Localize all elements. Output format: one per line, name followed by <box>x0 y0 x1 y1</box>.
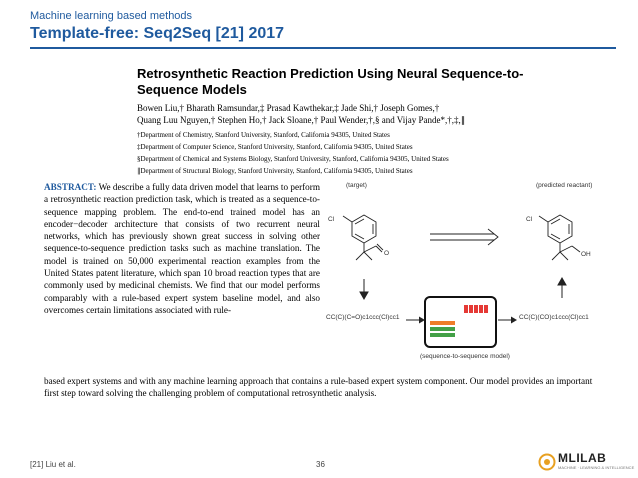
figure-drawing <box>322 180 607 368</box>
predicted-label: (predicted reactant) <box>536 182 593 189</box>
abstract-text: We describe a fully data driven model that learns to perform a retrosynthetic reaction prediction task, which is treated as a sequence-to-sequence mapping problem. The end-to-end trained model has an encoder−decoder architecture that consists of two recurrent neural networks, which has previously shown great success in solving other sequence-to-sequence prediction tasks such as machine translation. The model is trained on 50,000 experimental reaction examples from the United States patent literature, which span 10 broad reaction types that are commonly used by medicinal chemists. We find that our model performs comparably with a rule-based expert system baseline model, and also overcomes certain limitations associated with rule- <box>44 182 320 315</box>
mlilab-logo <box>538 451 635 474</box>
target-molecule <box>343 215 383 260</box>
paper-affiliations <box>137 129 537 177</box>
abstract-label: ABSTRACT: <box>44 182 97 192</box>
title-divider <box>30 47 616 49</box>
footer-citation: [21] Liu et al. <box>30 460 76 469</box>
logo-icon <box>538 453 556 471</box>
logo-tagline: MACHINE · LEARNING & INTELLIGENCE <box>558 465 635 470</box>
slide-subtitle: Machine learning based methods <box>30 10 193 22</box>
predicted-molecule <box>539 215 580 260</box>
affiliation-4: ∥Department of Structural Biology, Stanford University, Stanford, California 94305, United States <box>137 167 413 175</box>
atom-cl-left: Cl <box>328 216 335 223</box>
smiles-left: CC(C)(C=O)c1ccc(Cl)cc1 <box>326 314 400 321</box>
affiliation-1: †Department of Chemistry, Stanford University, Stanford, California 94305, United States <box>137 131 390 139</box>
authors-line-2: Quang Luu Nguyen,† Stephen Ho,† Jack Sloane,† Paul Wender,†,§ and Vijay Pande*,†,‡,∥ <box>137 115 466 125</box>
model-label: (sequence-to-sequence model) <box>420 353 510 360</box>
atom-oh: OH <box>581 251 591 258</box>
toc-figure <box>322 180 607 368</box>
retro-arrow <box>430 229 498 245</box>
abstract-body <box>44 181 320 316</box>
abstract-continued: based expert systems and with any machine learning approach that contains a rule-based expert system component. Our model provides an important first step toward solving the challenging problem of computational retrosynthetic analysis. <box>44 376 593 399</box>
paper-authors <box>137 102 527 126</box>
down-arrow <box>360 279 368 299</box>
up-arrow <box>558 278 566 298</box>
slide-title: Template-free: Seq2Seq [21] 2017 <box>30 25 285 42</box>
atom-cl-right: Cl <box>526 216 533 223</box>
smiles-right: CC(C)(CO)c1ccc(Cl)cc1 <box>519 314 589 321</box>
paper-title: Retrosynthetic Reaction Prediction Using Neural Sequence-to-Sequence Models <box>137 66 524 97</box>
affiliation-2: ‡Department of Computer Science, Stanford University, Stanford, California 94305, United States <box>137 143 413 151</box>
decoder-cells <box>464 305 488 313</box>
target-label: (target) <box>346 182 367 189</box>
affiliation-3: §Department of Chemical and Systems Biology, Stanford University, Stanford, California 94305, United States <box>137 155 449 163</box>
encoder-cells <box>430 321 455 337</box>
logo-text: MLILAB <box>558 451 607 465</box>
authors-line-1: Bowen Liu,† Bharath Ramsundar,‡ Prasad Kawthekar,‡ Jade Shi,† Joseph Gomes,† <box>137 103 440 113</box>
page-number: 36 <box>316 460 325 469</box>
atom-o: O <box>384 250 390 257</box>
